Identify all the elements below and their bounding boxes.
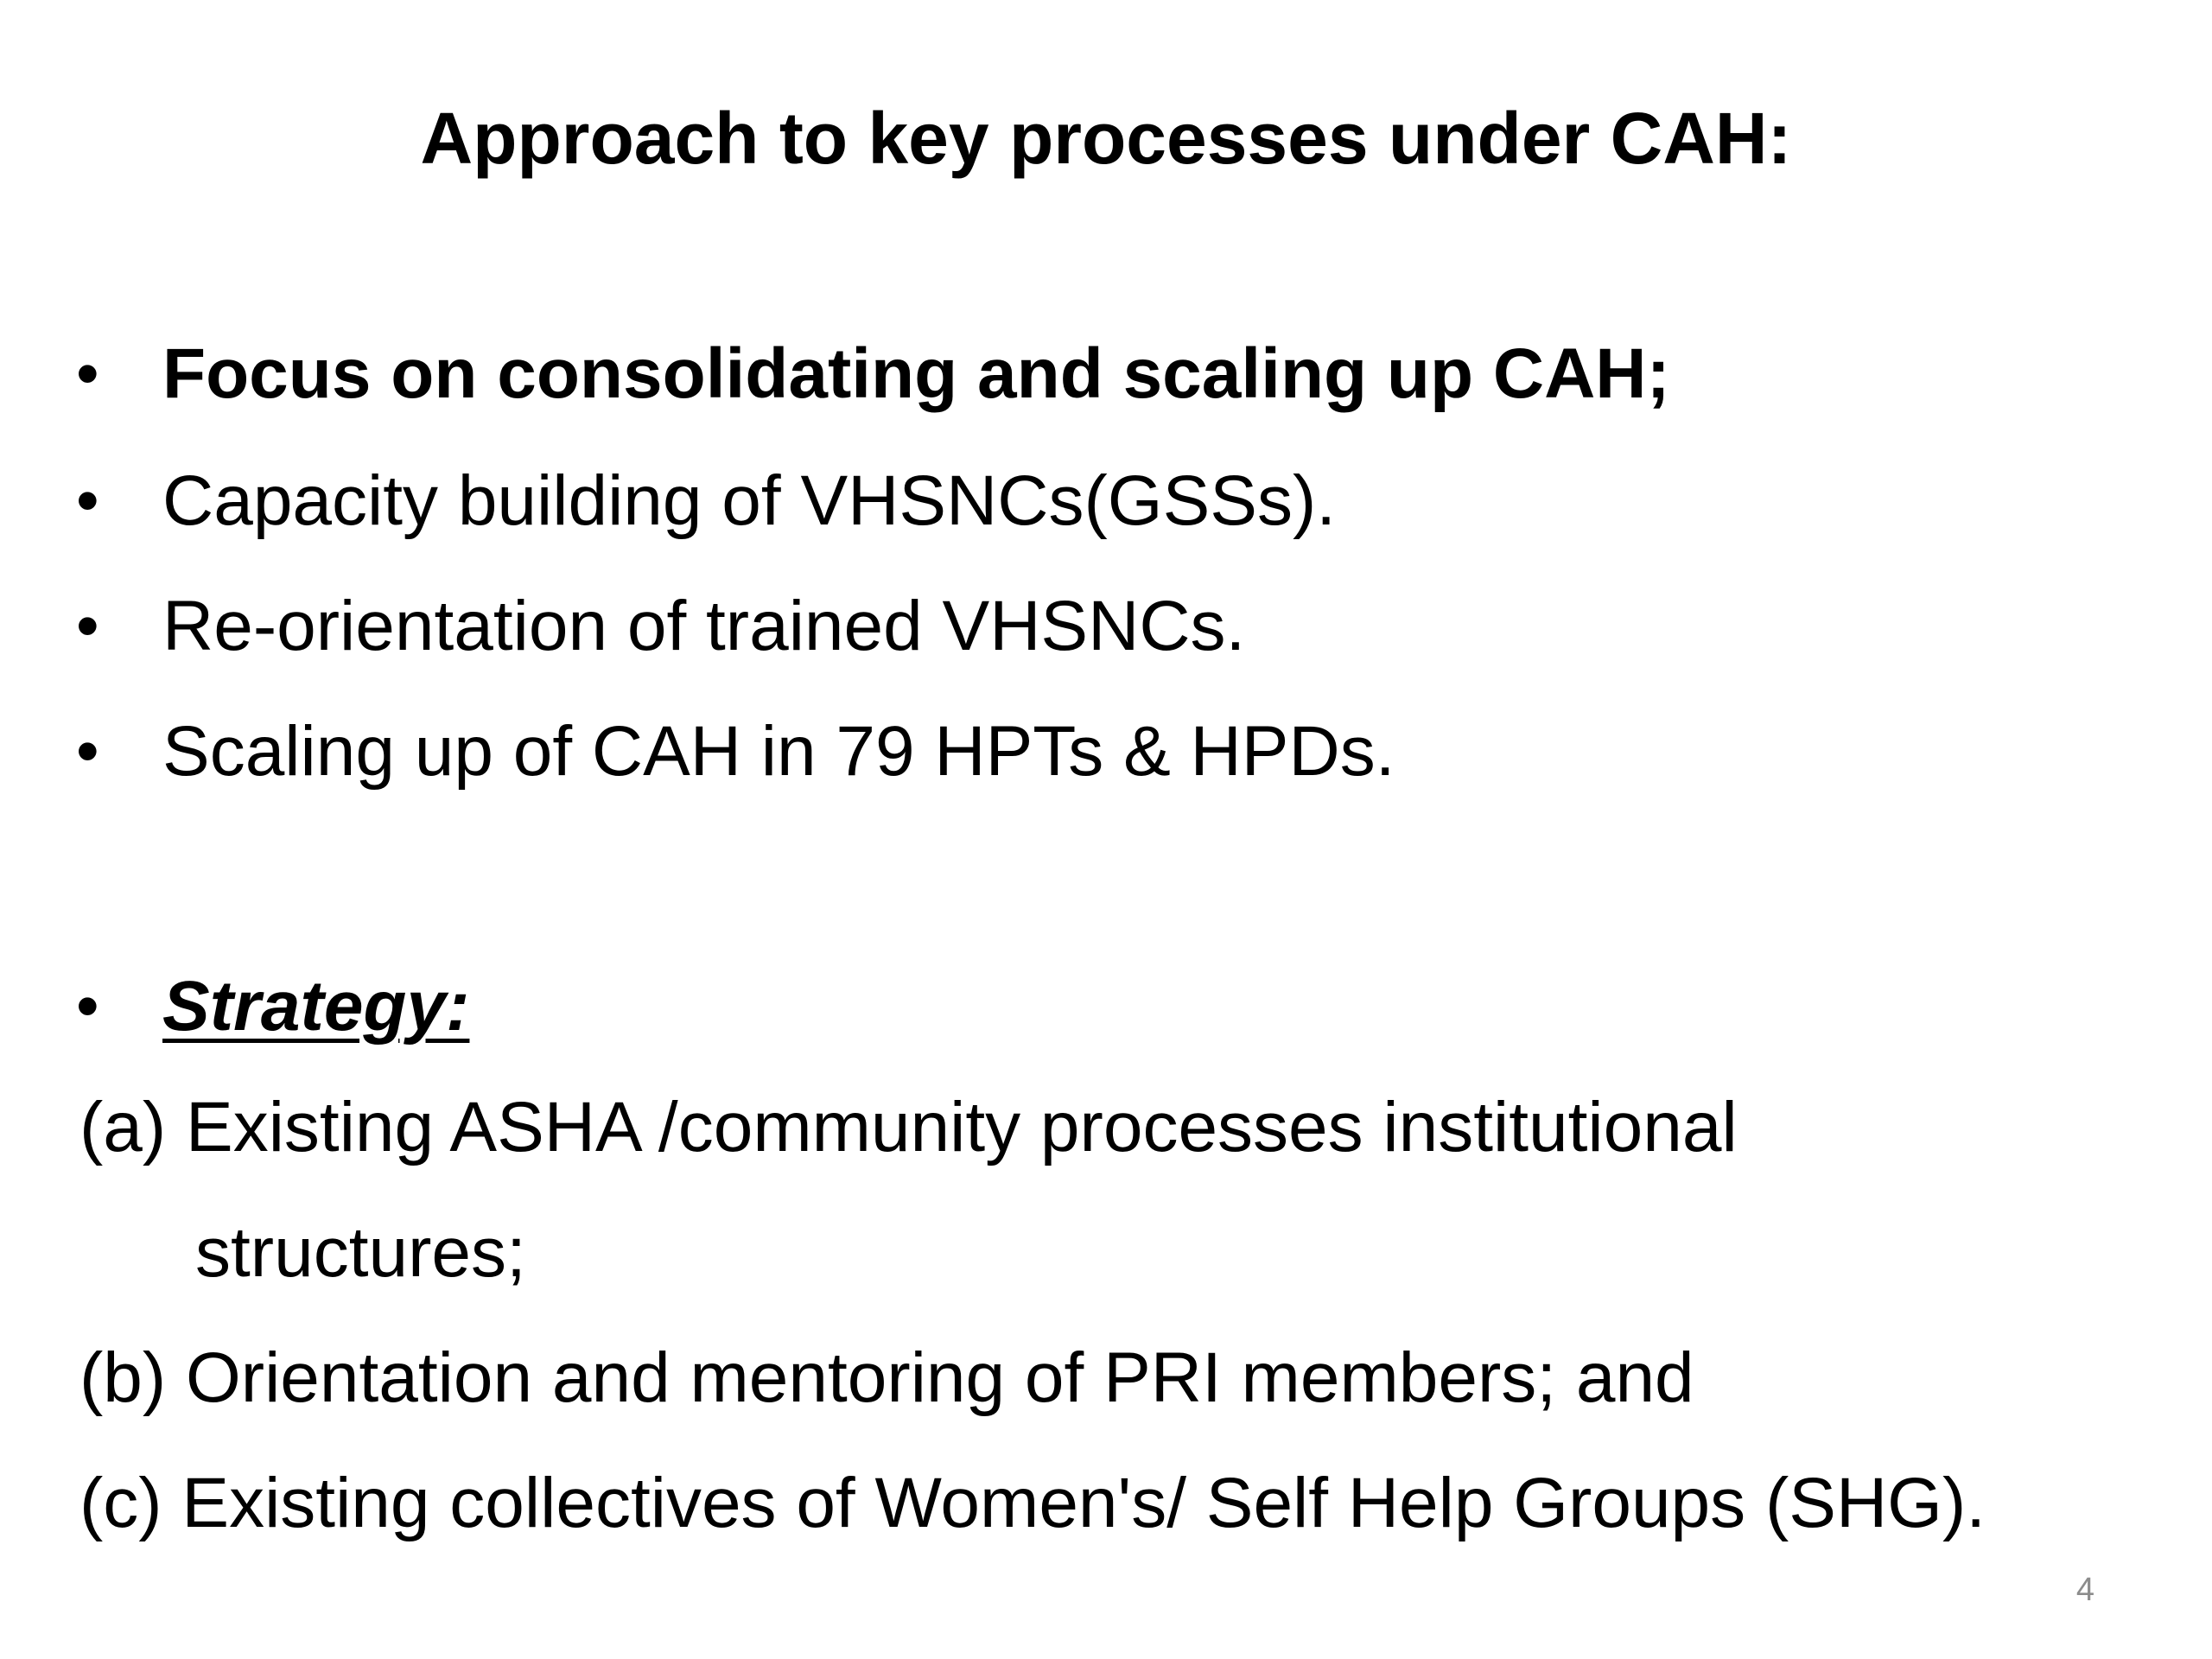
page-number: 4 [2075, 1572, 2094, 1608]
bullet-icon: • [76, 969, 99, 1043]
strategy-item-b: (b) Orientation and mentoring of PRI members; and [79, 1338, 1694, 1417]
strategy-item-c: (c) Existing collectives of Women's/ Self Help Groups (SHG). [79, 1464, 1986, 1542]
bullet-icon: • [76, 715, 99, 788]
bullet-text: Re-orientation of trained VHSNCs. [162, 587, 1246, 665]
bullet-text: Scaling up of CAH in 79 HPTs & HPDs. [162, 712, 1395, 791]
strategy-item-a: (a) Existing ASHA /community processes institutional [79, 1088, 1738, 1166]
slide-title: Approach to key processes under CAH: [420, 98, 1792, 179]
bullet-text: Capacity building of VHSNCs(GSSs). [162, 461, 1337, 540]
bullet-icon: • [76, 337, 99, 410]
bullet-text: Focus on consolidating and scaling up CAH; [162, 334, 1670, 413]
strategy-item-a-continued: structures; [195, 1213, 526, 1292]
bullet-icon: • [76, 589, 99, 663]
bullet-icon: • [76, 464, 99, 537]
strategy-label: Strategy: [162, 967, 470, 1046]
